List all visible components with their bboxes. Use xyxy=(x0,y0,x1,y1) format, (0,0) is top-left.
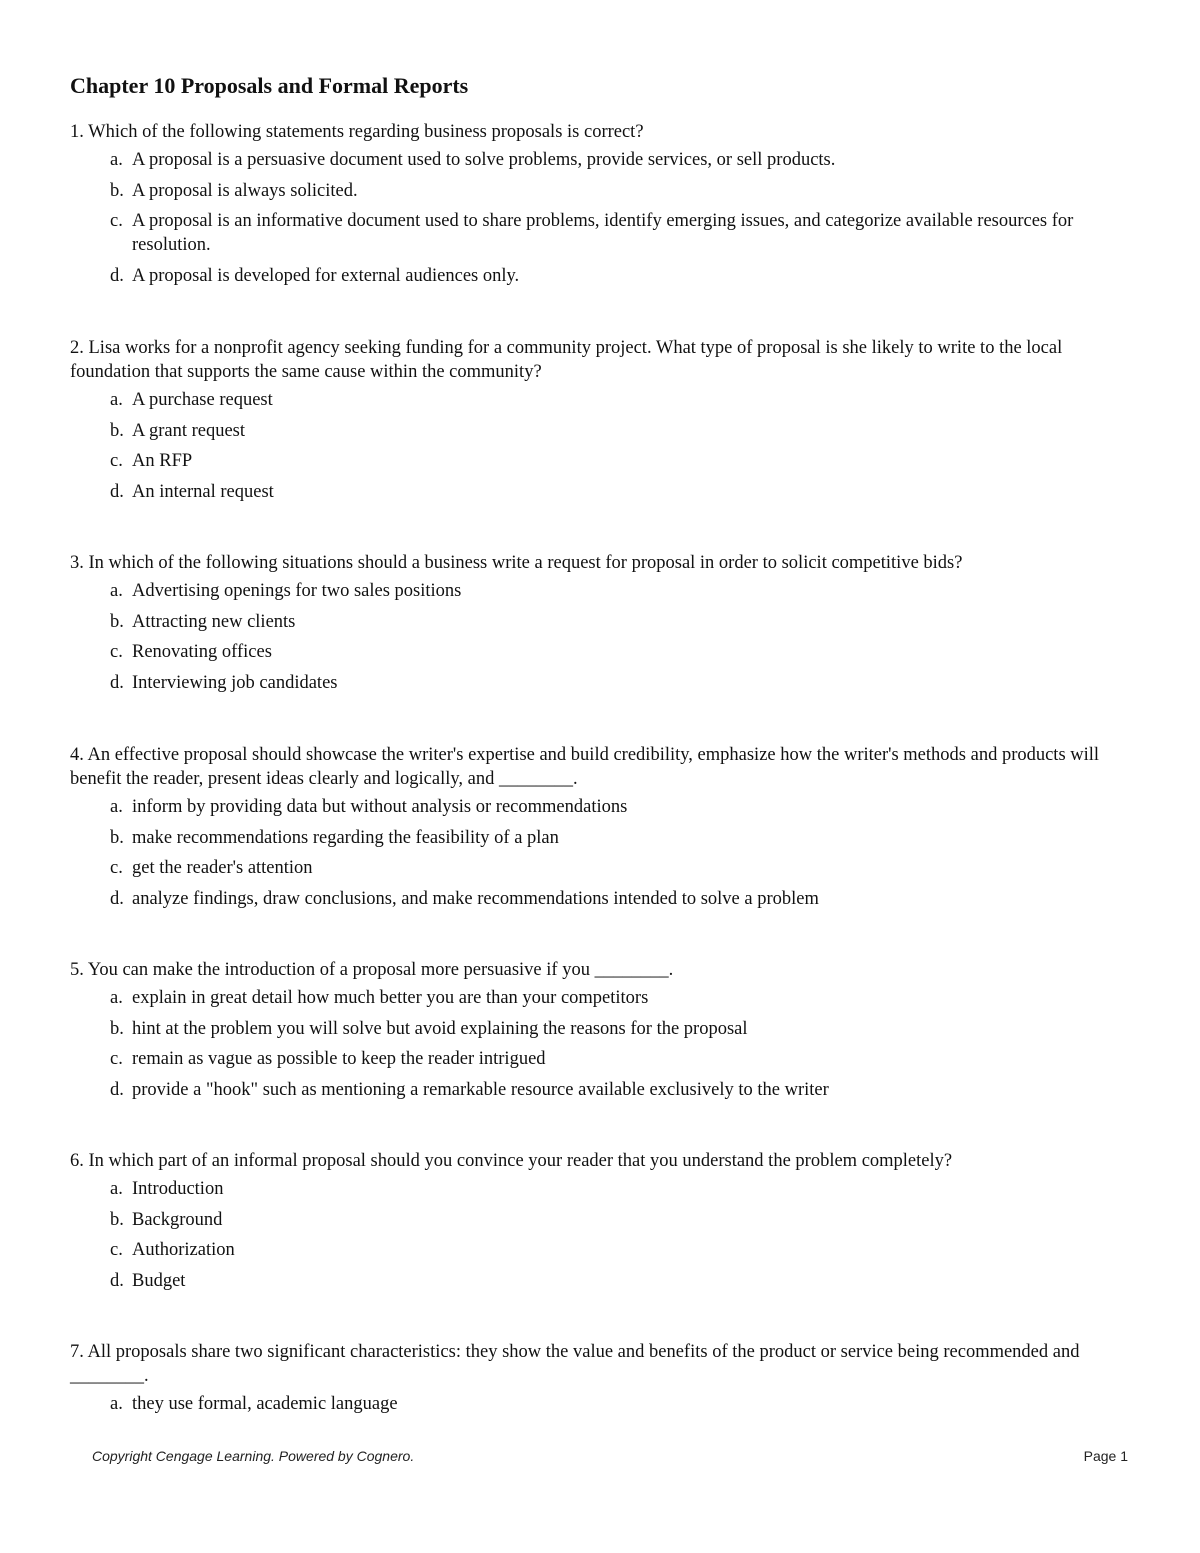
option-b xyxy=(70,826,1092,850)
option-text: A purchase request xyxy=(132,390,273,410)
option-text: Authorization xyxy=(132,1240,235,1261)
option-text: Introduction xyxy=(132,1179,224,1199)
option-text: Advertising openings for two sales positions xyxy=(132,581,462,601)
option-b xyxy=(70,179,1092,203)
option-a xyxy=(70,388,1092,412)
option-letter: b. xyxy=(110,1209,124,1230)
option-d xyxy=(70,264,1092,288)
question-2 xyxy=(70,336,1140,510)
option-c xyxy=(70,209,1092,257)
option-list xyxy=(70,1177,1140,1293)
option-b xyxy=(70,1208,1092,1232)
question-stem: 1. Which of the following statements regarding business proposals is correct? xyxy=(70,122,644,142)
option-letter: b. xyxy=(110,420,124,441)
option-d xyxy=(70,671,1092,695)
option-letter: d. xyxy=(110,1079,124,1100)
question-stem: 3. In which of the following situations should a business write a request for proposal in order to solicit competitive bids? xyxy=(70,553,963,573)
option-text: Interviewing job candidates xyxy=(132,672,338,693)
option-c xyxy=(70,449,1092,473)
option-letter: c. xyxy=(110,451,123,472)
option-d xyxy=(70,1078,1092,1102)
question-stem: 5. You can make the introduction of a proposal more persuasive if you ________. xyxy=(70,960,674,980)
option-a xyxy=(70,1177,1092,1201)
option-text: get the reader's attention xyxy=(132,858,313,879)
option-c xyxy=(70,1047,1092,1071)
option-letter: d. xyxy=(110,481,124,502)
footer-page-number: Page 1 xyxy=(1083,1448,1128,1464)
option-text: remain as vague as possible to keep the reader intrigued xyxy=(132,1049,546,1070)
option-a xyxy=(70,579,1092,603)
option-letter: a. xyxy=(110,797,123,817)
question-1 xyxy=(70,120,1140,294)
option-text: Renovating offices xyxy=(132,642,272,663)
option-letter: d. xyxy=(110,1270,124,1291)
option-b xyxy=(70,610,1092,634)
question-5 xyxy=(70,958,1140,1108)
question-stem: 2. Lisa works for a nonprofit agency seeking funding for a community project. What type of proposal is she likely to write to the local foundation that supports the same cause within the community? xyxy=(70,338,1063,382)
option-d xyxy=(70,887,1092,911)
question-stem: 7. All proposals share two significant characteristics: they show the value and benefits of the product or service being recommended and ________. xyxy=(70,1342,1080,1386)
question-6 xyxy=(70,1149,1140,1299)
option-text: explain in great detail how much better you are than your competitors xyxy=(132,988,649,1008)
option-letter: a. xyxy=(110,150,123,170)
option-a xyxy=(70,795,1092,819)
option-letter: c. xyxy=(110,858,123,879)
question-7 xyxy=(70,1340,1140,1423)
option-list xyxy=(70,1392,1140,1416)
option-letter: a. xyxy=(110,1179,123,1199)
option-b xyxy=(70,419,1092,443)
question-stem: 4. An effective proposal should showcase the writer's expertise and build credibility, emphasize how the writer's methods and products will benefit the reader, present ideas clearly and logically, and ________. xyxy=(70,745,1100,789)
option-letter: c. xyxy=(110,211,123,232)
question-stem: 6. In which part of an informal proposal should you convince your reader that you understand the problem completely? xyxy=(70,1151,953,1171)
option-letter: a. xyxy=(110,390,123,410)
option-letter: d. xyxy=(110,265,124,286)
option-text: hint at the problem you will solve but avoid explaining the reasons for the proposal xyxy=(132,1018,748,1039)
option-letter: b. xyxy=(110,611,124,632)
option-b xyxy=(70,1017,1092,1041)
option-c xyxy=(70,856,1092,880)
option-list xyxy=(70,148,1140,288)
option-text: A proposal is an informative document used to share problems, identify emerging issues, and categorize available resources for resolution. xyxy=(132,211,1074,256)
option-text: An RFP xyxy=(132,451,193,472)
option-list xyxy=(70,795,1140,911)
option-text: make recommendations regarding the feasibility of a plan xyxy=(132,827,559,848)
option-text: An internal request xyxy=(132,481,274,502)
option-text: provide a "hook" such as mentioning a remarkable resource available exclusively to the writer xyxy=(132,1079,829,1100)
option-letter: a. xyxy=(110,581,123,601)
question-3 xyxy=(70,551,1140,701)
option-text: Background xyxy=(132,1209,223,1230)
option-d xyxy=(70,1269,1092,1293)
option-letter: c. xyxy=(110,1049,123,1070)
option-letter: a. xyxy=(110,988,123,1008)
option-a xyxy=(70,148,1092,172)
option-list xyxy=(70,986,1140,1102)
option-d xyxy=(70,480,1092,504)
page-title: Chapter 10 Proposals and Formal Reports xyxy=(70,73,469,98)
option-text: inform by providing data but without analysis or recommendations xyxy=(132,797,628,817)
option-letter: d. xyxy=(110,888,124,909)
option-text: A proposal is always solicited. xyxy=(132,180,358,201)
option-text: Attracting new clients xyxy=(132,611,296,632)
footer-copyright: Copyright Cengage Learning. Powered by Cognero. xyxy=(92,1448,415,1464)
option-text: Budget xyxy=(132,1270,186,1291)
option-text: A grant request xyxy=(132,420,246,441)
option-letter: a. xyxy=(110,1394,123,1414)
option-c xyxy=(70,1238,1092,1262)
option-letter: c. xyxy=(110,642,123,663)
question-4 xyxy=(70,743,1140,917)
option-text: they use formal, academic language xyxy=(132,1394,398,1414)
option-letter: b. xyxy=(110,1018,124,1039)
option-letter: d. xyxy=(110,672,124,693)
option-a xyxy=(70,986,1092,1010)
option-text: A proposal is developed for external audiences only. xyxy=(132,265,520,286)
option-letter: b. xyxy=(110,827,124,848)
option-a xyxy=(70,1392,1092,1416)
option-c xyxy=(70,640,1092,664)
option-text: A proposal is a persuasive document used to solve problems, provide services, or sell products. xyxy=(132,150,836,170)
option-letter: b. xyxy=(110,180,124,201)
option-text: analyze findings, draw conclusions, and make recommendations intended to solve a problem xyxy=(132,888,819,909)
option-letter: c. xyxy=(110,1240,123,1261)
option-list xyxy=(70,579,1140,695)
option-list xyxy=(70,388,1140,504)
